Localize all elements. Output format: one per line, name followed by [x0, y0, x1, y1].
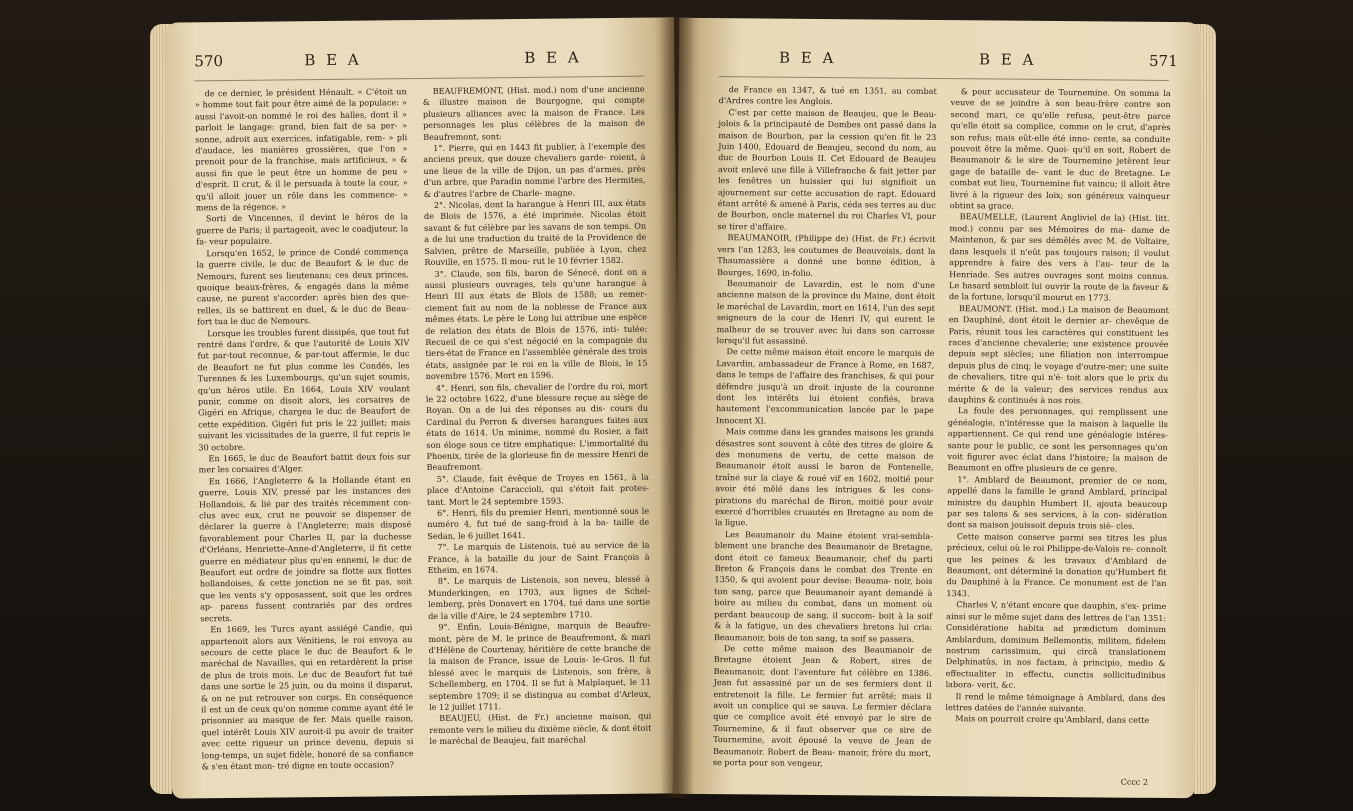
- paragraph: Mais on pourroit croire qu'Amblard, dans cette: [955, 713, 1150, 726]
- paragraph: 9°. Enfin, Louis-Bénigne, marquis de Beaufre- mont, père de M. le prince de Beaufremont, & mari d'Hélène de Courtenay, héritière de cette branche de la maison de France, issue de Louis- le-Gros. Il fut blessé avec le marquis de Listenois, son frère, à Schellemberg, en 1704. Il se fut à Malplaquet, le 11 septembre 1709; il se distingua au combat d'Arleux, le 12 juillet 1711.: [428, 619, 652, 712]
- paragraph: Lorsque les troubles furent dissipés, que tout fut rentré dans l'ordre, & que l'autorité de Louis XIV fut par-tout reconnue, & par-tout affermie, le duc de Beaufort ne fut plus comme les Condés, les Turennes & les Luxembourgs, qu'un sujet soumis, qu'un héros utile. En 1664, Louis XIV voulant punir, comme on disoit alors, les corsaires de Gigéri en Afrique, chargea le duc de Beaufort de cette expédition. Gigéri fut pris le 22 juillet; mais suivant les vicissitudes de la guerre, il fut repris le 30 octobre.: [197, 325, 411, 452]
- right-page: [673, 18, 1202, 799]
- paragraph: Beaumanoir de Lavardin, est le nom d'une ancienne maison de la province du Maine, dont étoit le maréchal de Lavardin, mort en 1614, l'un des sept seigneurs de la cour de Henri IV, qui eurent le malheur de se trouver avec lui dans son carrosse lorsqu'il fut assassiné.: [716, 278, 936, 346]
- paragraph: Lorsqu'en 1652, le prince de Condé commença la guerre civile, le duc de Beaufort & le duc de Nemours, furent ses lieutenans; ces deux princes, quoique beaux-frères, & engagés dans la même cause, ne purent s'accorder: après bien des que- relles, ils se battirent en duel, & le duc de Beau- fort tua le duc de Nemours.: [196, 245, 410, 327]
- paragraph: 5°. Claude, fait évêque de Troyes en 1561, à la place d'Antoine Caraccioli, qui s'étoit fait protes- tant. Mort le 24 septembre 1593.: [426, 471, 649, 507]
- right-column-1: [713, 84, 937, 770]
- paragraph: En 1669, les Turcs ayant assiégé Candie, qui appartenoit alors aux Vénitiens, le roi envoya au secours de cette place le duc de Beaufort & le maréchal de Navailles, qui en retardèrent la prise de plus de trois mois. Le duc de Beaufort fut tué dans une sortie le 25 juin, ou du moins il disparut, & on ne put retrouver son corps. En conséquence il est un de ceux qu'on nomme comme ayant été le prisonnier au masque de fer. Mais quelle raison, quel intérêt Louis XIV auroit-il pu avoir de traiter avec cette rigueur un prince devenu, depuis si long-temps, un sujet fidèle, honoré de sa confiance & s'en étant mon- tré digne en toute occasion?: [200, 622, 414, 772]
- paragraph: Charles V, n'étant encore que dauphin, s'ex- prime ainsi sur le même sujet dans des lettres de l'an 1351: Considératione habita ad prædictum dominum Amblardum, dominum Bellemontis, militem, fidelem nostrum carissimum, qui circâ translationem Delphinatûs, in nos factam, à principio, medio & effectualiter in effectu, cunctis sollicitudinibus labora- verit, &c.: [945, 599, 1167, 690]
- paragraph: 7°. Le marquis de Listenois, tué au service de la France, à la bataille du jour de Saint François à Etheim, en 1674.: [427, 539, 650, 576]
- running-head-right-1: B E A: [778, 48, 837, 68]
- page-number-left: 570: [194, 52, 224, 71]
- running-head-right-2: B E A: [978, 50, 1037, 69]
- paragraph: BEAUFREMONT, (Hist. mod.) nom d'une ancienne & illustre maison de Bourgogne, qui compte plusieurs alliances avec la maison de France. Les personnages les plus célèbres de la maison de Beaufremont, sont:: [422, 83, 646, 142]
- paragraph: & pour accusateur de Tournemine. On somma la veuve de se joindre à son beau-frère contre son second mari, ce qu'elle refusa, peut-être parce qu'elle étoit sa complice, comme on le crut, d'après son refus; mais eût-elle été inno- cente, sa conduite pouvoit être la même. Quoi- qu'il en soit, Robert de Beaumanoir & le sire de Tournemine jetèrent leur gage de bataille de- vant le duc de Bretagne. Le combat eut lieu, Tournemine fut vaincu; il alloit être livré à la rigueur des loix; son généreux vainqueur obtint sa grace.: [949, 86, 1171, 211]
- paragraph: BEAUMANOIR, (Philippe de) (Hist. de Fr.) écrivit vers l'an 1283, les coutumes de Beauvoisis, dont la Thaumassière a donné une bonne édition, à Bourges, 1690, in-folio.: [717, 232, 936, 278]
- paragraph: De cette même maison étoit encore le marquis de Lavardin, ambassadeur de France à Rome, en 1687, dans le temps de l'affaire des franchises, & qui pour défendre jusqu'à un droit injuste de la couronne dont les intérêts lui étoient confiés, brava hautement l'excommunication lancée par le pape Innocent XI.: [715, 346, 935, 426]
- page-number-right: 571: [1148, 51, 1178, 71]
- paragraph: de ce dernier, le président Hénault. « C'étoit un » homme tout fait pour être aimé de la populace: » aussi l'avoit-on nommé le roi des halles, dont il » parloit le langage: grand, bien fait de sa per- » sonne, adroit aux exercices, infatigable, rem- » pli d'audace, les manières grossières, que l'on » prenoit pour de la franchise, mais artificieux, » & aussi fin que le peut être un homme de peu » d'esprit. Il crut, & il le persuada à toute la cour, » qu'il alloit jouer un rôle dans les commence- » mens de la régence. »: [194, 86, 408, 213]
- header-rule-left: [195, 76, 645, 82]
- paragraph: 6°. Henri, fils du premier Henri, mentionné sous le numéro 4, fut tué de sang-froid à la ba- taille de Sedan, le 6 juillet 1641.: [427, 505, 650, 541]
- paragraph: BEAUMONT. (Hist. mod.) La maison de Beaumont en Dauphiné, dont étoit le dernier ar- chevêque de Paris, réunit tous les caractères qui constituent les races d'ancienne chevalerie; une existence prouvée depuis sept siècles; une filiation non interrompue depuis plus de cinq; le voyage d'outre-mer; une suite de chevaliers, titre qui n'é- toit alors que le prix du mérite & de la valeur; des services rendus aux dauphins & continués à nos rois.: [948, 302, 1169, 406]
- left-column-1: [195, 86, 414, 773]
- right-column-2: [945, 86, 1171, 727]
- paragraph: Les Beaumanoir du Maine étoient vrai-sembla- blement une branche des Beaumanoir de Bretagne, dont étoit ce fameux Beaumanoir, chef du parti Breton & François dans le combat des Trente en 1350, & qui avoient pour devise: Beauma- noir, bois ton sang, parce que Beaumanoir ayant demandé à boire au milieu du combat, dans un moment où perdant beaucoup de sang, il succom- boit à la soif & à la fatigue, un des chevaliers bretons lui cria: Beaumanoir, bois de ton sang, ta soif se passera.: [713, 528, 933, 644]
- paragraph: Il rend le même témoignage à Amblard, dans des lettres datées de l'année suivante.: [945, 690, 1166, 714]
- paragraph: 1°. Pierre, qui en 1443 fit publier, à l'exemple des anciens preux, que douze chevaliers garde- roient, à une lieue de la ville de Dijon, un pas d'armes, près d'un arbre, que Paradin nomme l'arbre des Hermites, & d'autres l'arbre de Charle- magne.: [423, 140, 646, 199]
- paragraph: 1°. Amblard de Beaumont, premier de ce nom, appellé dans la famille le grand Amblard, principal ministre du dauphin Humbert II, ajouta beaucoup par ses talens & ses services, à la con- sidération dont sa maison jouissoit depuis trois siè- cles.: [946, 473, 1168, 532]
- paragraph: De cette même maison des Beaumanoir de Bretagne étoient Jean & Robert, sires de Beaumanoir, dont l'aventure fut célèbre en 1386. Jean fut assassiné par un de ses fermiers dont il entretenoit la fille. Le fermier fut arrêté; mais il avoit un complice qui se sauva. Le fermier déclara que ce complice avoit été envoyé par le sire de Tournemine, & il faut observer que ce sire de Tournemine, avoit épousé la veuve de Jean de Beaumanoir. Robert de Beau- manoir, frère du mort, se porta pour son vengeur,: [712, 643, 932, 768]
- running-head-left-2: B E A: [524, 48, 582, 67]
- paragraph: Cette maison conserve parmi ses titres les plus précieux, celui où le roi Philippe-de-Valois re- connoît que les peines & les travaux d'Amblard de Beaumont, ont déterminé la donation qu'Humbert fit du Dauphiné à la France. Ce monument est de l'an 1343.: [946, 531, 1167, 599]
- paragraph: de France en 1347, & tué en 1351, au combat d'Ardres contre les Anglois.: [718, 84, 937, 107]
- signature-mark: Cccc 2: [1120, 777, 1148, 787]
- paragraph: 4°. Henri, son fils, chevalier de l'ordre du roi, mort le 22 octobre 1622, d'une blessure reçue au siège de Royan. On a de lui des réponses au dis- cours du Cardinal du Perron & diverses harangues faites aux états de 1614. Un minime, nommé du Rosier, a fait son éloge sous ce titre emphatique: L'immortalité du Phoenix, tirée de la glorieuse fin de messire Henri de Beaufremont.: [425, 380, 649, 473]
- book-gutter: [660, 18, 694, 798]
- paragraph: La foule des personnages, qui remplissent une généalogie, n'intéresse que la maison à laquelle ils appartiennent. Ce qui rend une généalogie intéres- sante pour le public, ce sont les personnages qu'on voit figurer avec éclat dans l'histoire; la maison de Beaumont en offre plusieurs de ce genre.: [947, 405, 1169, 474]
- paragraph: Sorti de Vincennes, il devint le héros de la guerre de Paris; il partageoit, avec le coadjuteur, la fa- veur populaire.: [196, 211, 409, 247]
- paragraph: Mais comme dans les grandes maisons les grands désastres sont souvent à côté des titres de gloire & des monumens de vertu, de cette maison de Beaumanoir étoit aussi le baron de Fontenelle, traîné sur la claye & roué vif en 1602, moitié pour avoir été mêlé dans les intrigues & les cons- pirations du maréchal de Biron, moitié pour avoir exercé d'horribles cruautés en Bretagne au nom de la ligue.: [714, 426, 934, 528]
- left-column-2: [423, 84, 652, 748]
- paragraph: 2°. Nicolas, dont la harangue à Henri III, aux états de Blois de 1576, a été imprimée. Nicolas étoit savant & fut célèbre par les savans de son temps. On a de lui une traduction du traité de la Providence de Salvien, prêtre de Marseille, publiée à Lyon, chez Rouville, en 1575. Il mou- rut le 10 février 1582.: [423, 197, 647, 268]
- paragraph: En 1665, le duc de Beaufort battit deux fois sur mer les corsaires d'Alger.: [198, 451, 411, 475]
- paragraph: 8°. Le marquis de Listenois, son neveu, blessé à Munderkingen, en 1703, aux lignes de Schel- lemberg, près Donavert en 1704, tué dans une sortie de la ville d'Aire, le 24 septembre 1710.: [427, 574, 651, 621]
- header-rule-right: [719, 76, 1169, 81]
- paragraph: BEAUJEU, (Hist. de Fr.) ancienne maison, qui remonte vers le milieu du dixième siècle, & dont étoit le maréchal de Beaujeu, fait maréchal: [429, 710, 652, 747]
- paragraph: 3°. Claude, son fils, baron de Sénecé, dont on a aussi plusieurs ouvrages, tels qu'une harangue à Henri III aux états de Blois de 1588; un remer- ciement fait au nom de la noblesse de France aux mêmes états. Le père le Long lui attribue une espèce de relation des états de Blois de 1576, inti- tulée: Recueil de ce qui s'est négocié en la compagnie du tiers-état de France en l'assemblée générale des trois états, assignée par le roi en la ville de Blois, le 15 novembre 1576. Mort en 1596.: [424, 266, 648, 382]
- paragraph: C'est par cette maison de Beaujeu, que le Beau- jolois & la principauté de Dombes ont passé dans la maison de Bourbon, par la cession qu'en fit le 23 Juin 1400, Edouard de Beaujeu, second du nom, au duc de Bourbon Louis II. Cet Edouard de Beaujeu avoit enlevé une fille à Villefranche & fait jetter par les fenêtres un huissier qui lui signifioit un ajournement sur cette accusation de rapt. Edouard étant arrêté & amené à Paris, céda ses terres au duc de Bourbon, oncle maternel du roi Charles VI, pour se tirer d'affaire.: [717, 106, 937, 232]
- left-page: [164, 17, 682, 798]
- paragraph: En 1666, l'Angleterre & la Hollande étant en guerre, Louis XIV, pressé par les instances des Hollandois, & lié par des traités récemment con- clus avec eux, crut ne pouvoir se dispenser de déclarer la guerre à l'Angleterre; mais disposé favorablement pour Charles II, par la duchesse d'Orléans, Henriette-Anne-d'Angleterre, il fit cette guerre en médiateur plus qu'en ennemi, le duc de Beaufort eut ordre de joindre sa flotte aux flottes hollandoises, & cette jonction ne se fit pas, soit que les vents s'y opposassent, soit que les ordres ap- parens fussent contrariés par des ordres secrets.: [198, 473, 413, 624]
- running-head-left-1: B E A: [304, 50, 362, 70]
- paragraph: BEAUMELLE, (Laurent Angliviel de la) (Hist. litt. mod.) connu par ses Mémoires de ma- dame de Maintenon, & par ses démêlés avec M. de Voltaire, dans lesquels il n'eût pas toujours raison; il voulut apprendre à faire des vers à l'au- teur de la Henriade. Ses autres ouvrages sont moins connus. Le hasard sembloit lui ouvrir la route de la faveur & de la fortune, lorsqu'il mourut en 1773.: [948, 211, 1170, 303]
